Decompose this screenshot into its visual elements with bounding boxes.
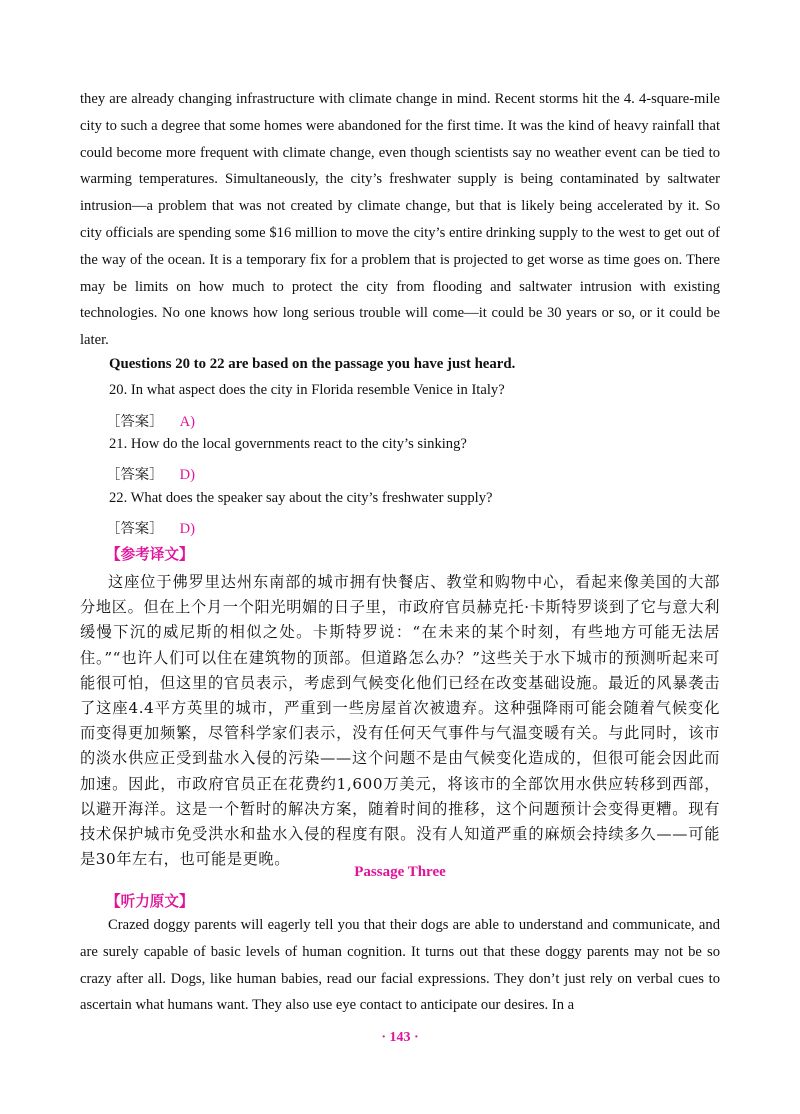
answer-key: D) [179, 467, 195, 483]
answer-key: D) [179, 521, 195, 537]
answer-label: ［答案］ [106, 467, 164, 483]
questions-header: Questions 20 to 22 are based on the passage you have just heard. [109, 356, 516, 372]
answer-label: ［答案］ [106, 521, 164, 537]
top-paragraph: they are already changing infrastructure with climate change in mind. Recent storms hit the 4. 4-square-mile city to such a degree that some homes were abandoned for the first time. It was the kind of heavy rainfall that could become more frequent with climate change, even though scientists say no weather event can be tied to warming temperatures. Simultaneously, the city’s freshwater supply is being contaminated by saltwater intrusion—a problem that was not created by climate change, but that is likely being accelerated by it. So city officials are spending some $16 million to move the city’s entire drinking supply to the west to get out of the way of the ocean. It is a temporary fix for a problem that is projected to get worse as time goes on. There may be limits on how much to protect the city from flooding and saltwater intrusion with existing technologies. No one knows how long serious trouble will come—it could be 30 years or so, or it could be later. [80, 91, 720, 349]
listening-label: 【听力原文】 [106, 893, 194, 910]
question-22: 22. What does the speaker say about the city’s freshwater supply? [109, 490, 493, 506]
answer-label: ［答案］ [106, 414, 164, 430]
answer-20 [106, 410, 195, 431]
passage-title: Passage Three [354, 864, 446, 880]
page-number: · 143 · [381, 1030, 419, 1045]
passage-three-paragraph: Crazed doggy parents will eagerly tell you that their dogs are able to understand and communicate, and are surely capable of basic levels of human cognition. It turns out that these doggy parents may not be so crazy after all. Dogs, like human babies, read our facial expressions. They don’t just rely on verbal cues to ascertain what humans want. They also use eye contact to anticipate our desires. In a [80, 917, 720, 1014]
translation-paragraph: 这座位于佛罗里达州东南部的城市拥有快餐店、教堂和购物中心，看起来像美国的大部分地区。但在上个月一个阳光明媚的日子里，市政府官员赫克托·卡斯特罗谈到了它与意大利缓慢下沉的威尼斯的相似之处。卡斯特罗说：“在未来的某个时刻，有些地方可能无法居住。”“也许人们可以住在建筑物的顶部。但道路怎么办？”这些关于水下城市的预测听起来可能很可怕，但这里的官员表示，考虑到气候变化他们已经在改变基础设施。最近的风暴袭击了这座4.4平方英里的城市，严重到一些房屋首次被遗弃。这种强降雨可能会随着气候变化而变得更加频繁，尽管科学家们表示，没有任何天气事件与气温变暖有关。与此同时，该市的淡水供应正受到盐水入侵的污染——这个问题不是由气候变化造成的，但很可能会因此而加速。因此，市政府官员正在花费约1,600万美元，将该市的全部饮用水供应转移到西部，以避开海洋。这是一个暂时的解决方案，随着时间的推移，这个问题预计会变得更糟。现有技术保护城市免受洪水和盐水入侵的程度有限。没有人知道严重的麻烦会持续多久——可能是30年左右，也可能是更晚。 [80, 573, 720, 869]
question-21: 21. How do the local governments react to the city’s sinking? [109, 436, 467, 452]
translation-label: 【参考译文】 [106, 546, 194, 563]
answer-21 [106, 463, 195, 484]
answer-22 [106, 517, 195, 538]
question-20: 20. In what aspect does the city in Florida resemble Venice in Italy? [109, 382, 505, 398]
answer-key: A) [179, 414, 195, 430]
